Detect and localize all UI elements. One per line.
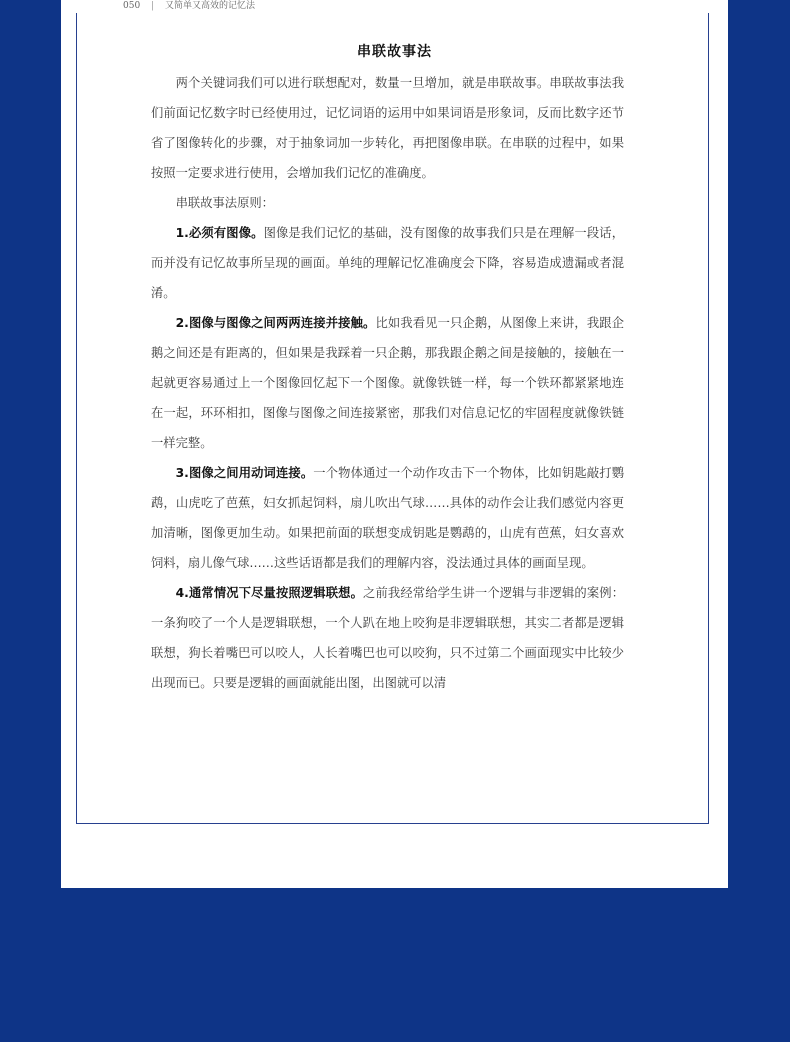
- book-title: 又简单又高效的记忆法: [164, 1, 255, 11]
- intro-paragraph: 两个关键词我们可以进行联想配对，数量一旦增加，就是串联故事。串联故事法我们前面记忆数字时已经使用过，记忆词语的运用中如果词语是形象词，反而比数字还节省了图像转化的步骤，对于抽象词加一步转化，再把图像串联。在串联的过程中，如果按照一定要求进行使用，会增加我们记忆的准确度。: [151, 76, 624, 180]
- principle-text: 图像是我们记忆的基础，没有图像的故事我们只是在理解一段话，而并没有记忆故事所呈现的画面。单纯的理解记忆准确度会下降，容易造成遗漏或者混淆。: [151, 226, 624, 300]
- header-divider: |: [151, 1, 155, 11]
- principles-label: 串联故事法原则：: [175, 196, 274, 210]
- principle-text: 之前我经常给学生讲一个逻辑与非逻辑的案例：一条狗咬了一个人是逻辑联想，一个人趴在地上咬狗是非逻辑联想，其实二者都是逻辑联想，狗长着嘴巴可以咬人，人长着嘴巴也可以咬狗，只不过第二个画面现实中比较少出现而已。只要是逻辑的画面就能出图，出图就可以清: [151, 586, 624, 690]
- principle-4: [151, 578, 624, 698]
- page-number: 050: [123, 1, 141, 11]
- principle-2: [151, 308, 624, 458]
- running-header: [123, 0, 255, 13]
- principle-heading: 4.通常情况下尽量按照逻辑联想。: [175, 586, 364, 600]
- principle-text: 一个物体通过一个动作攻击下一个物体，比如钥匙敲打鹦鹉，山虎吃了芭蕉，妇女抓起饲料，扇儿吹出气球……具体的动作会让我们感觉内容更加清晰，图像更加生动。如果把前面的联想变成钥匙是鹦鹉的，山虎有芭蕉，妇女喜欢饲料，扇儿像气球……这些话语都是我们的理解内容，没法通过具体的画面呈现。: [151, 466, 624, 570]
- principle-3: [151, 458, 624, 578]
- body-text: [151, 68, 624, 698]
- principle-heading: 2.图像与图像之间两两连接并接触。: [175, 316, 376, 330]
- principle-1: [151, 218, 624, 308]
- section-title: 串联故事法: [357, 44, 432, 60]
- principle-heading: 1.必须有图像。: [175, 226, 264, 240]
- principle-text: 比如我看见一只企鹅，从图像上来讲，我跟企鹅之间还是有距离的，但如果是我踩着一只企鹅，那我跟企鹅之间是接触的，接触在一起就更容易通过上一个图像回忆起下一个图像。就像铁链一样，每一个铁环都紧紧地连在一起，环环相扣，图像与图像之间连接紧密，那我们对信息记忆的牢固程度就像铁链一样完整。: [151, 316, 624, 450]
- principle-heading: 3.图像之间用动词连接。: [175, 466, 314, 480]
